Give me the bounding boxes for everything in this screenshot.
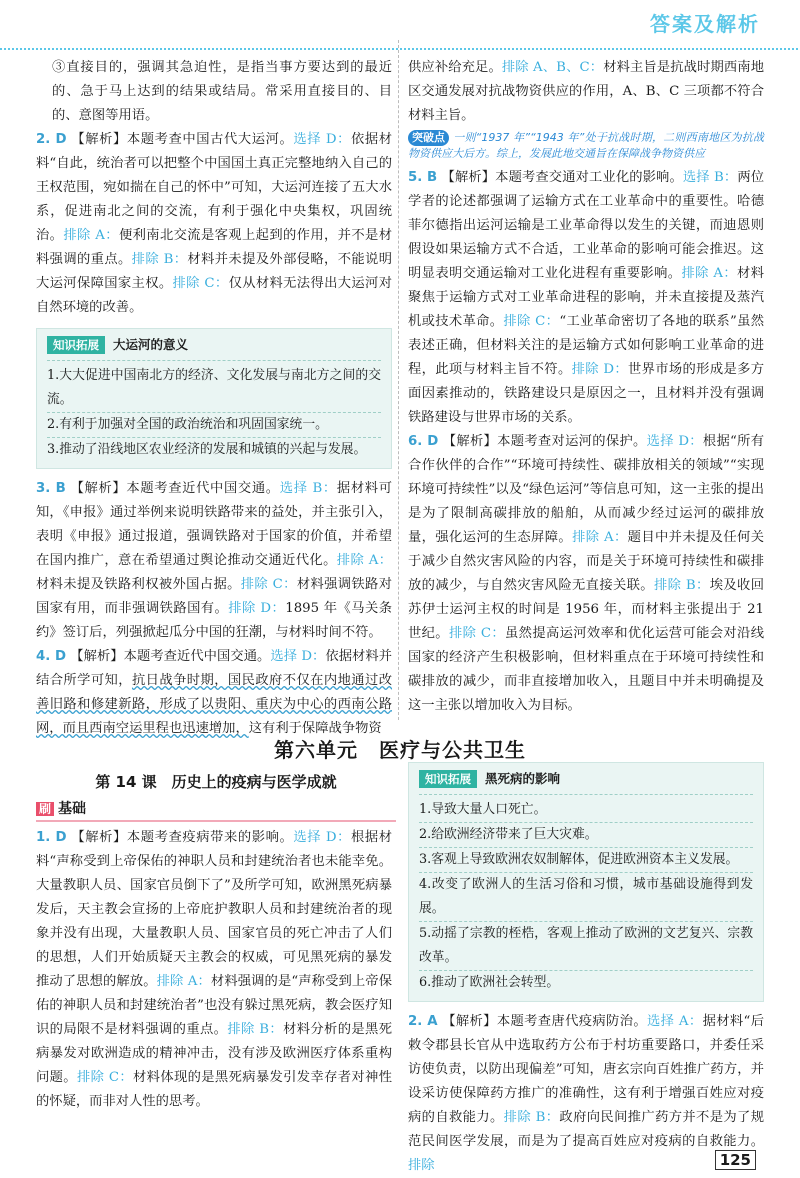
answer-2: 2. D 【解析】本题考查中国古代大运河。选择 D：依据材料“自此，统治者可以把整个中国国土真正完整地纳入自己的王权范围，宛如揣在自己的怀中”可知，大运河连接了五大水系，促进南北之间的交流，有利于强化中央集权，巩固统治。排除 A：便利南北交流是客观上起到的作用，并不是材料强调的重点。排除 B：材料并未提及外部侵略，不能说明大运河保障国家主权。排除 C：仅从材料无法得出大运河对自然环境的改善。 [36, 132, 393, 315]
knowledge-item: 2.给欧洲经济带来了巨大灾难。 [419, 823, 753, 848]
answer-1: 1. D 【解析】本题考查疫病带来的影响。选择 D：根据材料“声称受到上帝保佑的神职人员和封建统治者也未能幸免。大量教职人员、国家官员倒下了”及所学可知，欧洲黑死病暴发后，天主教会宣扬的上帝庇护教职人员和封建统治者的现象并没有出现，大量教职人员、国家官员的死亡冲击了人们的思想，人们开始质疑天主教会的权威，可见黑死病的暴发推动了思想的解放。排除 A：材料强调的是“声称受到上帝保佑的神职人员和封建统治者”也没有躲过黑死病，教会医疗知识的局限不是材料强调的重点。排除 B：材料分析的是黑死病暴发对欧洲造成的精神冲击，没有涉及欧洲医疗体系重构问题。排除 C：材料体现的是黑死病暴发引发幸存者对神性的怀疑，而非对人性的思考。 [36, 830, 393, 1109]
knowledge-item: 6.推动了欧洲社会转型。 [419, 975, 560, 990]
right-bottom-column [408, 762, 764, 1178]
lesson-title: 第 14 课 历史上的疫病与医学成就 [95, 773, 337, 791]
right-top-column [408, 56, 764, 718]
knowledge-box-black-death [408, 762, 764, 1002]
knowledge-item: 1.导致大量人口死亡。 [419, 798, 753, 823]
left-top-column [36, 56, 392, 741]
knowledge-item: 1.大大促进中国南北方的经济、文化发展与南北方之间的交流。 [47, 364, 381, 413]
basic-section-heading: 刷 基础 [36, 798, 396, 822]
continued-answer-4: 供应补给充足。排除 A、B、C：材料主旨是抗战时期西南地区交通发展对抗战物资供应的作用，A、B、C 三项都不符合材料主旨。 [408, 60, 765, 123]
knowledge-item: 3.客观上导致欧洲农奴制解体，促进欧洲资本主义发展。 [419, 848, 753, 873]
answer-2-lesson14: 2. A 【解析】本题考查唐代疫病防治。选择 A：据材料“后敕令郡县长官从中选取药方公布于村坊重要路口，并委任采访使负责，以防出现偏差”可知，唐玄宗向百姓推广药方，并设采访使保障药方推广的准确性，这有利于增强百姓应对疫病的自救能力。排除 B：政府向民间推广药方并不是为了规范民间医学发展，而是为了提高百姓应对疫病的自救能力。排除 [408, 1014, 765, 1173]
column-divider [398, 40, 399, 720]
page-number: 125 [715, 1150, 756, 1170]
answer-3: 3. B 【解析】本题考查近代中国交通。选择 B：据材料可知，《申报》通过举例来说明铁路带来的益处，并主张引入，表明《申报》通过报道，强调铁路对于国家的价值，并希望在国内推广，意在希望通过舆论推动交通近代化。排除 A：材料未提及铁路利权被外国占据。排除 C：材料强调铁路对国家有用，而非强调铁路国有。排除 D：1895 年《马关条约》签订后，列强掀起瓜分中国的狂潮，与材料时间不符。 [36, 481, 393, 640]
note-icon: 突破点 [408, 130, 449, 146]
answer-4: 4. D 【解析】本题考查近代中国交通。选择 D：依据材料并结合所学可知，抗日战争时期，国民政府不仅在内地通过改善旧路和修建新路，形成了以贵阳、重庆为中心的西南公路网，而且西南空运里程也迅速增加，这有利于保障战争物资 [36, 649, 393, 736]
knowledge-item: 4.改变了欧洲人的生活习俗和习惯，城市基础设施得到发展。 [419, 873, 753, 922]
knowledge-box-header: 知识拓展 黑死病的影响 [419, 767, 753, 795]
header-title: 答案及解析 [650, 12, 760, 36]
continued-text: ③直接目的，强调其急迫性，是指当事方要达到的最近的、急于马上达到的结果或结局。常采用直接目的、目的、意图等用语。 [52, 60, 392, 123]
unit-title: 第六单元 医疗与公共卫生 [274, 738, 526, 762]
knowledge-box-header: 知识拓展 大运河的意义 [47, 333, 381, 361]
knowledge-item: 5.动摇了宗教的桎梏，客观上推动了欧洲的文艺复兴、宗教改革。 [419, 922, 753, 971]
breakthrough-note: 突破点 一则“1937 年”“1943 年”处于抗战时期，二则西南地区为抗战物资供应大后方。综上，发展此地交通旨在保障战争物资供应 [408, 131, 764, 160]
knowledge-box-canal [36, 328, 392, 469]
knowledge-item: 3.推动了沿线地区农业经济的发展和城镇的兴起与发展。 [47, 442, 367, 457]
answer-5: 5. B 【解析】本题考查交通对工业化的影响。选择 B：两位学者的论述都强调了运输方式在工业革命中的重要性。哈德菲尔德指出运河运输是工业革命得以发生的关键，而迪恩则假设如果运输方式不合适，工业革命的影响可能会推迟。这明显表明交通运输对工业化进程有重要影响。排除 A：材料聚焦于运输方式对工业革命进程的影响，并未直接提及蒸汽机或技术革命。排除 C：“工业革命密切了各地的联系”虽然表述正确，但材料关注的是运输方式如何影响工业革命的进程，此项与材料主旨不符。排除 D：世界市场的形成是多方面因素推动的，铁路建设只是原因之一，且材料并没有强调铁路建设与世界市场的关系。 [408, 170, 765, 425]
left-bottom-column [36, 826, 392, 1114]
answer-6: 6. D 【解析】本题考查对运河的保护。选择 D：根据“所有合作伙伴的合作”“环境可持续性、碳排放相关的领域”“实现环境可持续性”以及“绿色运河”等信息可知，这一主张的提出是为了限制高碳排放的船舶，从而减少经过运河的碳排放量，强化运河的生态屏障。排除 A：题目中并未提及任何关于减少自然灾害风险的内容，而是关于环境可持续性和碳排放的减少，与自然灾害风险无直接关联。排除 B：埃及收回苏伊士运河主权的时间是 1956 年，而材料主张提出于 21 世纪。排除 C：虽然提高运河效率和优化运营可能会对沿线国家的经济产生积极影响，但材料重点在于环境可持续性和碳排放的减少，而非直接增加收入，且题目中并未明确提及这一主张以增加收入为目标。 [408, 434, 765, 713]
knowledge-item: 2.有利于加强对全国的政治统治和巩固国家统一。 [47, 413, 381, 438]
brush-icon: 刷 [36, 802, 54, 816]
